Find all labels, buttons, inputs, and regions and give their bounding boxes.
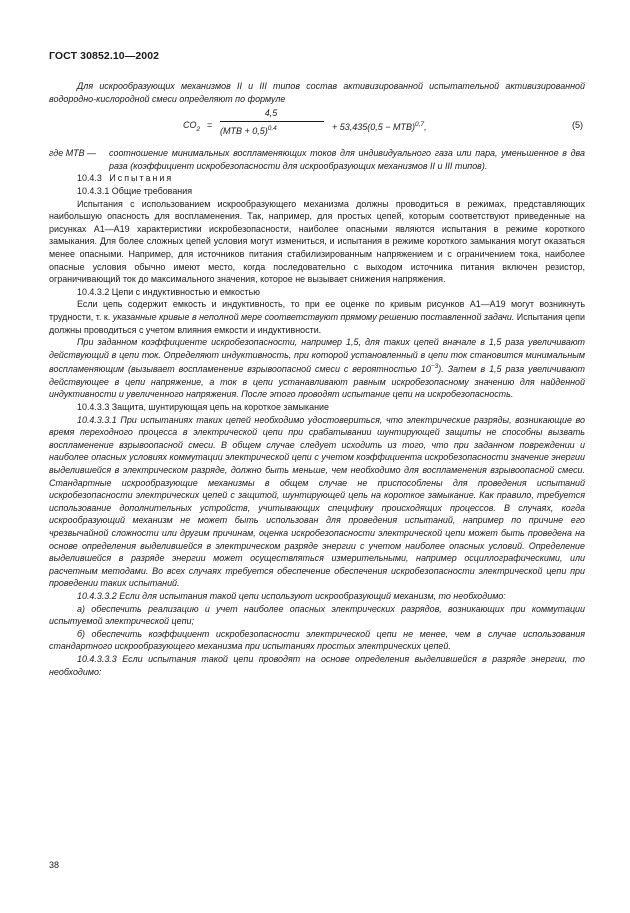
section-10-4-3-3-heading: 10.4.3.3 Защита, шунтирующая цепь на короткое замыкание xyxy=(77,402,330,413)
formula-equals: = xyxy=(207,120,213,131)
where-text: соотношение минимальных воспламеняющих токов для индивидуального газа или пара, уменьшенное в два раза (коэффициент искробезопасности для искрообразующих механизмов II и III типов). xyxy=(109,148,585,171)
section-10-4-3-2-heading: 10.4.3.2 Цепи с индуктивностью и емкостью xyxy=(77,286,260,297)
formula-denominator: (МТВ + 0,5)$^{0,4}$ xyxy=(220,125,277,137)
paragraph-10-4-3-3-3: 10.4.3.3.3 Если испытания такой цепи проводят на основе определения выделившейся в разряде энергии, то необходимо: xyxy=(49,653,585,677)
section-10-4-3-1-heading: 10.4.3.1 Общие требования xyxy=(77,185,193,196)
paragraph-general: Испытания с использованием искрообразующего механизма должны проводиться в режимах, представляющих наибольшую опасность для воспламенения. Так, например, для простых цепей, которым соответствуют приведенные на рисунках А1—А19 характеристики искробезопасности, наиболее опасными являются испытания в режиме короткого замыкания. Для более сложных цепей условия могут измениться, и испытания в режиме короткого замыкания могут оказаться менее опасными. Например, для источников питания стабилизированным напряжением и с ограничением тока, наиболее опасные условия обычно имеют место, когда последовательно с выходом источника питания включен резистор, ограничивающий ток до максимального значения, которое не вызывает снижения напряжения. xyxy=(49,198,585,285)
fraction-bar xyxy=(220,121,324,122)
document-header: ГОСТ 30852.10—2002 xyxy=(49,50,160,62)
section-10-4-3-heading: 10.4.3 Испытания xyxy=(77,173,174,184)
intro-paragraph: Для искрообразующих механизмов II и III типов состав активизированной испытательной активизированной водородно-кислородной смеси определяют по формуле xyxy=(49,81,585,104)
where-clause xyxy=(49,147,585,172)
formula-5 xyxy=(49,107,585,147)
list-item-b: б) обеспечить коэффициент искробезопасности электрической цепи не менее, чем в случае использования стандартного искрообразующего механизма при испытаниях простых электрических цепей. xyxy=(49,628,585,652)
formula-rest: + 53,435(0,5 − МТВ)$^{0,7}$, xyxy=(332,121,427,133)
formula-lhs: $CO_2$ xyxy=(183,120,201,133)
where-label: где МТВ — xyxy=(49,148,96,159)
paragraph-10-4-3-3-2: 10.4.3.3.2 Если для испытания такой цепи используют искрообразующий механизм, то необходимо: xyxy=(77,590,506,601)
formula-numerator: 4,5 xyxy=(264,108,278,119)
list-item-a: а) обеспечить реализацию и учет наиболее опасных электрических разрядов, возникающих при коммутации испытуемой электрической цепи; xyxy=(49,603,585,627)
paragraph-inductance: Если цепь содержит емкость и индуктивность, то при ее оценке по кривым рисунков А1—А19 могут возникнуть трудности, т. к. указанные кривые в неполной мере соответствуют прямому решению поставленной задачи. Испытания цепи должны проводиться с учетом влияния емкости и индуктивности. xyxy=(49,299,585,335)
document-body xyxy=(49,80,585,678)
paragraph-10-4-3-3-1: 10.4.3.3.1 При испытаниях таких цепей необходимо удостовериться, что электрические разряды, возникающие во время переходного процесса в электрической цепи при срабатывании шунтирующей защиты не способны вызвать воспламенение взрывоопасной смеси. В общем случае следует исходить из того, что при заданном повреждении и наиболее опасных условиях коммутации электрической цепи с учетом коэффициента искробезопасности значение энергии выделившейся в электрическом разряде, должно быть меньше, чем необходимо для воспламенения взрывоопасной смеси. Стандартные искрообразующие механизмы в общем случае не приспособлены для проведения испытаний искробезопасности электрических цепей с защитой, шунтирующей цепь на короткое замыкание. Как правило, требуется использование дополнительных устройств, учитывающих специфику происходящих процессов. В случаях, когда искрообразующий механизм не может быть использован для проведения испытаний, например по причине его чрезвычайной сложности или другим причинам, оценка искробезопасности электрической цепи может быть проведена на основе определения выделившейся в электрическом разряде энергии с учетом наиболее опасных условий. Определение выделившейся в разряде энергии может осуществляться измерительными, например осциллографическими, или расчетным методами. Во всех случаях требуется обеспечение обеспечения искробезопасности электрической цепи при проведении таких испытаний. xyxy=(49,414,585,589)
paragraph-safety-factor: При заданном коэффициенте искробезопасности, например 1,5, для таких цепей вначале в 1,5 раза увеличивают действующий в цепи ток. Определяют индуктивность, при которой установленный в цепи ток становится минимальным воспламеняющим (вызывает воспламенение взрывоопасной смеси с вероятностью $10^{-3}$). Затем в 1,5 раза увеличивают действующее в цепи напряжение, а ток в цепи устанавливают равным искробезопасному значению для найденной индуктивности и увеличенного напряжения. После этого проводят испытание цепи на искробезопасность. xyxy=(49,337,585,400)
formula-number: (5) xyxy=(572,120,583,131)
page-number: 38 xyxy=(49,860,60,870)
